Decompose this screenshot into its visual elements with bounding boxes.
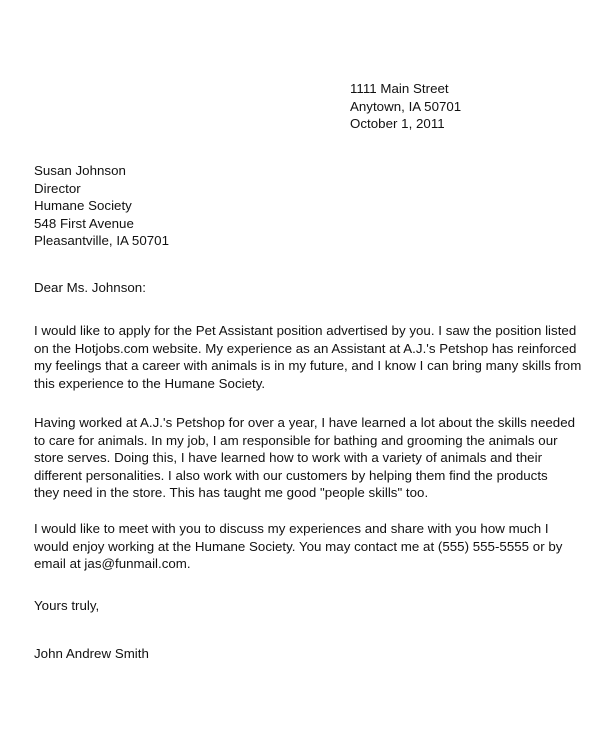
recipient-name: Susan Johnson — [34, 163, 126, 178]
signature-name: John Andrew Smith — [34, 646, 149, 661]
paragraph-line: on the Hotjobs.com website. My experience as an Assistant at A.J.'s Petshop has reinforced — [34, 340, 577, 356]
paragraph-line: I would like to meet with you to discuss my experiences and share with you how much I — [34, 521, 549, 536]
paragraph-line: different personalities. I also work with our customers by helping them find the products — [34, 467, 548, 483]
recipient-title: Director — [34, 180, 81, 196]
sender-address — [350, 80, 461, 133]
letter-date: October 1, 2011 — [350, 116, 445, 132]
paragraph-line: to care for animals. In my job, I am responsible for bathing and grooming the animals our — [34, 432, 558, 448]
paragraph-line: store serves. Doing this, I have learned how to work with a variety of animals and their — [34, 450, 543, 466]
paragraph-line: this experience to the Humane Society. — [34, 375, 266, 391]
paragraph-line: email at jas@funmail.com. — [34, 556, 191, 572]
sender-city: Anytown, IA 50701 — [350, 98, 462, 114]
sender-street: 1111 Main Street — [350, 81, 449, 96]
paragraph-line: they need in the store. This has taught me good "people skills" too. — [34, 485, 429, 501]
body-paragraph-2 — [34, 414, 575, 502]
recipient-address — [34, 162, 169, 250]
recipient-street: 548 First Avenue — [34, 215, 134, 231]
body-paragraph-3 — [34, 520, 562, 573]
salutation: Dear Ms. Johnson: — [34, 280, 146, 295]
paragraph-line: Having worked at A.J.'s Petshop for over a year, I have learned a lot about the skills needed — [34, 415, 576, 430]
recipient-organization: Humane Society — [34, 198, 132, 214]
paragraph-line: my feelings that a career with animals is in my future, and I know I can bring many skills from — [34, 358, 582, 374]
closing: Yours truly, — [34, 598, 100, 613]
body-paragraph-1 — [34, 322, 581, 392]
paragraph-line: would enjoy working at the Humane Society. You may contact me at (555) 555-5555 or by — [34, 538, 563, 554]
paragraph-line: I would like to apply for the Pet Assistant position advertised by you. I saw the position listed — [34, 323, 577, 338]
recipient-city: Pleasantville, IA 50701 — [34, 233, 169, 249]
